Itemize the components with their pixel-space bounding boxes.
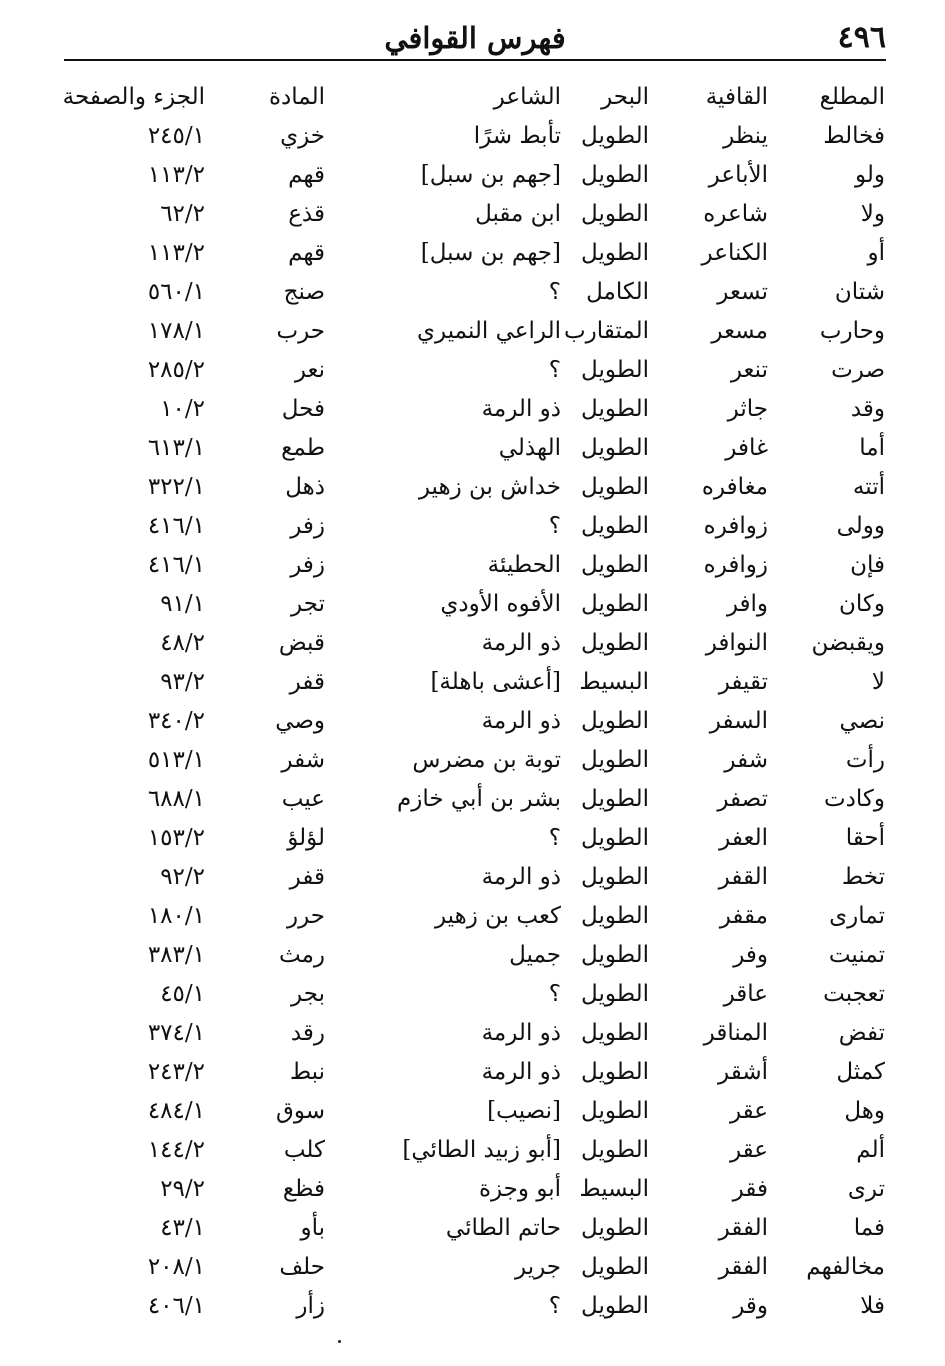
cell-qafiya: تسعر xyxy=(717,279,768,305)
cell-madda: قهم xyxy=(288,240,325,266)
cell-shaer: حاتم الطائي xyxy=(445,1215,561,1241)
cell-qafiya: السفر xyxy=(709,708,768,734)
table-row xyxy=(0,351,945,390)
cell-matla: شتان xyxy=(834,279,885,305)
cell-bahr: المتقارب xyxy=(563,318,649,344)
cell-bahr: البسيط xyxy=(579,669,649,695)
table-row xyxy=(0,624,945,663)
cell-juz: ٣٢٢/١ xyxy=(147,474,205,500)
cell-madda: كلب xyxy=(283,1137,325,1163)
table-row xyxy=(0,936,945,975)
table-row xyxy=(0,780,945,819)
cell-juz: ٤١٦/١ xyxy=(147,552,205,578)
cell-shaer: ذو الرمة xyxy=(481,630,561,656)
cell-shaer: ذو الرمة xyxy=(481,1059,561,1085)
table-row xyxy=(0,819,945,858)
cell-qafiya: المناقر xyxy=(703,1020,768,1046)
cell-juz: ٩١/١ xyxy=(160,591,205,617)
cell-qafiya: ينظر xyxy=(723,123,768,149)
cell-juz: ٢٤٥/١ xyxy=(147,123,205,149)
cell-juz: ١٨٠/١ xyxy=(147,903,205,929)
cell-madda: بأو xyxy=(300,1215,325,1241)
cell-juz: ٢٠٨/١ xyxy=(147,1254,205,1280)
cell-bahr: الطويل xyxy=(581,1137,649,1163)
cell-qafiya: عقر xyxy=(729,1098,768,1124)
cell-matla: ولو xyxy=(855,162,885,188)
cell-shaer: ؟ xyxy=(548,981,561,1007)
cell-qafiya: غافر xyxy=(725,435,768,461)
cell-qafiya: مقفر xyxy=(719,903,768,929)
table-row xyxy=(0,585,945,624)
cell-shaer: ذو الرمة xyxy=(481,864,561,890)
cell-shaer: توبة بن مضرس xyxy=(412,747,561,773)
table-row xyxy=(0,468,945,507)
cell-bahr: الطويل xyxy=(581,747,649,773)
table-row xyxy=(0,1209,945,1248)
cell-qafiya: الفقر xyxy=(718,1254,768,1280)
cell-juz: ٤٨/٢ xyxy=(160,630,205,656)
cell-juz: ٢٨٥/٢ xyxy=(147,357,205,383)
cell-shaer: كعب بن زهير xyxy=(434,903,561,929)
table-row xyxy=(0,1131,945,1170)
cell-shaer: خداش بن زهير xyxy=(418,474,561,500)
cell-madda: قهم xyxy=(288,162,325,188)
cell-bahr: الطويل xyxy=(581,591,649,617)
cell-qafiya: أشقر xyxy=(718,1059,768,1085)
cell-matla: أحقا xyxy=(845,825,885,851)
cell-madda: لؤلؤ xyxy=(287,825,325,851)
cell-madda: قبض xyxy=(278,630,325,656)
cell-qafiya: فقر xyxy=(732,1176,768,1202)
table-row xyxy=(0,546,945,585)
cell-juz: ١٠/٢ xyxy=(160,396,205,422)
cell-bahr: الطويل xyxy=(581,1293,649,1319)
cell-shaer: [جهم بن سبل] xyxy=(420,240,561,266)
cell-shaer: [جهم بن سبل] xyxy=(420,162,561,188)
cell-matla: صرت xyxy=(831,357,885,383)
cell-madda: عيب xyxy=(281,786,325,812)
cell-juz: ١١٣/٢ xyxy=(147,240,205,266)
table-row xyxy=(0,312,945,351)
cell-bahr: الطويل xyxy=(581,396,649,422)
cell-bahr: الطويل xyxy=(581,435,649,461)
cell-matla: ألم xyxy=(856,1137,885,1163)
cell-bahr: الطويل xyxy=(581,981,649,1007)
cell-bahr: الطويل xyxy=(581,708,649,734)
cell-qafiya: مغافره xyxy=(701,474,768,500)
cell-qafiya: الكناعر xyxy=(701,240,768,266)
cell-qafiya: شفر xyxy=(724,747,768,773)
table-header-row xyxy=(0,78,945,117)
cell-qafiya: الأباعر xyxy=(708,162,768,188)
cell-bahr: البسيط xyxy=(579,1176,649,1202)
cell-bahr: الطويل xyxy=(581,474,649,500)
cell-shaer: ؟ xyxy=(548,279,561,305)
cell-bahr: الطويل xyxy=(581,1254,649,1280)
cell-juz: ٢٩/٢ xyxy=(160,1176,205,1202)
column-header-qafiya: القافية xyxy=(705,84,768,110)
cell-madda: قفر xyxy=(289,669,325,695)
cell-matla: وحارب xyxy=(819,318,885,344)
cell-shaer: ؟ xyxy=(548,1293,561,1319)
cell-juz: ٩٣/٢ xyxy=(160,669,205,695)
cell-bahr: الكامل xyxy=(586,279,649,305)
cell-shaer: الحطيئة xyxy=(487,552,561,578)
header-rule xyxy=(64,59,886,61)
cell-juz: ٤٠٦/١ xyxy=(147,1293,205,1319)
cell-matla: تمنيت xyxy=(828,942,885,968)
page-header xyxy=(64,14,886,58)
table-row xyxy=(0,1053,945,1092)
cell-qafiya: زوافره xyxy=(703,552,768,578)
cell-shaer: [أعشى باهلة] xyxy=(430,669,561,695)
cell-matla: أتته xyxy=(852,474,885,500)
cell-bahr: الطويل xyxy=(581,942,649,968)
table-row xyxy=(0,273,945,312)
cell-shaer: جرير xyxy=(515,1254,561,1280)
cell-shaer: الراعي النميري xyxy=(417,318,561,344)
cell-shaer: ذو الرمة xyxy=(481,1020,561,1046)
cell-bahr: الطويل xyxy=(581,630,649,656)
cell-matla: وكان xyxy=(839,591,885,617)
cell-bahr: الطويل xyxy=(581,552,649,578)
cell-matla: ويقبضن xyxy=(811,630,885,656)
cell-juz: ١٥٣/٢ xyxy=(147,825,205,851)
cell-juz: ٤٣/١ xyxy=(160,1215,205,1241)
cell-shaer: ذو الرمة xyxy=(481,396,561,422)
cell-qafiya: وقر xyxy=(733,1293,768,1319)
table-row xyxy=(0,429,945,468)
table-row xyxy=(0,1287,945,1326)
cell-matla: تخط xyxy=(841,864,885,890)
cell-madda: نعر xyxy=(294,357,325,383)
cell-matla: كمثل xyxy=(836,1059,885,1085)
cell-matla: أو xyxy=(867,240,885,266)
cell-madda: حلف xyxy=(279,1254,325,1280)
cell-matla: أما xyxy=(859,435,885,461)
cell-shaer: بشر بن أبي خازم xyxy=(397,786,561,812)
cell-matla: وهل xyxy=(844,1098,885,1124)
table-row xyxy=(0,390,945,429)
table-row xyxy=(0,663,945,702)
cell-shaer: [أبو زبيد الطائي] xyxy=(402,1137,561,1163)
cell-bahr: الطويل xyxy=(581,825,649,851)
cell-juz: ٢٤٣/٢ xyxy=(147,1059,205,1085)
table-row xyxy=(0,1092,945,1131)
cell-madda: بجر xyxy=(291,981,325,1007)
cell-qafiya: تنعر xyxy=(730,357,768,383)
column-header-madda: المادة xyxy=(269,84,325,110)
cell-juz: ١٤٤/٢ xyxy=(147,1137,205,1163)
rhymes-table xyxy=(0,78,945,1326)
cell-matla: فما xyxy=(853,1215,885,1241)
table-row xyxy=(0,195,945,234)
table-row xyxy=(0,741,945,780)
cell-shaer: جميل xyxy=(509,942,561,968)
cell-madda: زفر xyxy=(290,513,325,539)
cell-juz: ٦٨٨/١ xyxy=(147,786,205,812)
page-speck xyxy=(338,1340,341,1343)
cell-bahr: الطويل xyxy=(581,123,649,149)
cell-shaer: أبو وجزة xyxy=(478,1176,561,1202)
cell-bahr: الطويل xyxy=(581,903,649,929)
cell-shaer: ؟ xyxy=(548,513,561,539)
cell-shaer: ؟ xyxy=(548,357,561,383)
cell-matla: فخالط xyxy=(823,123,885,149)
column-header-shaer: الشاعر xyxy=(493,84,561,110)
page-title: فهرس القوافي xyxy=(384,21,566,55)
cell-bahr: الطويل xyxy=(581,1059,649,1085)
table-row xyxy=(0,507,945,546)
cell-matla: وقد xyxy=(850,396,885,422)
cell-juz: ٤٥/١ xyxy=(160,981,205,1007)
page-number: ٤٩٦ xyxy=(837,20,886,55)
cell-qafiya: وفر xyxy=(733,942,768,968)
cell-matla: فإن xyxy=(850,552,885,578)
cell-qafiya: عاقر xyxy=(723,981,768,1007)
cell-madda: نبط xyxy=(289,1059,325,1085)
cell-madda: خزي xyxy=(280,123,325,149)
cell-madda: رمث xyxy=(278,942,325,968)
cell-matla: ترى xyxy=(847,1176,885,1202)
cell-shaer: [نصيب] xyxy=(487,1098,561,1124)
table-row xyxy=(0,1170,945,1209)
cell-matla: تمارى xyxy=(829,903,885,929)
cell-madda: ذهل xyxy=(285,474,325,500)
table-body xyxy=(0,117,945,1326)
cell-madda: شفر xyxy=(281,747,325,773)
cell-bahr: الطويل xyxy=(581,786,649,812)
column-header-matla: المطلع xyxy=(819,84,885,110)
cell-qafiya: شاعره xyxy=(703,201,768,227)
cell-madda: تجر xyxy=(291,591,325,617)
cell-madda: زأر xyxy=(296,1293,325,1319)
cell-shaer: ابن مقبل xyxy=(475,201,561,227)
cell-matla: رأت xyxy=(845,747,885,773)
table-row xyxy=(0,156,945,195)
table-row xyxy=(0,1014,945,1053)
table-row xyxy=(0,234,945,273)
cell-bahr: الطويل xyxy=(581,1020,649,1046)
table-row xyxy=(0,858,945,897)
cell-madda: فحل xyxy=(281,396,325,422)
cell-madda: فظع xyxy=(282,1176,325,1202)
table-row xyxy=(0,1248,945,1287)
cell-bahr: الطويل xyxy=(581,240,649,266)
cell-shaer: ذو الرمة xyxy=(481,708,561,734)
column-header-bahr: البحر xyxy=(601,84,649,110)
cell-madda: قفر xyxy=(289,864,325,890)
cell-shaer: ؟ xyxy=(548,825,561,851)
cell-madda: زفر xyxy=(290,552,325,578)
cell-bahr: الطويل xyxy=(581,513,649,539)
cell-qafiya: زوافره xyxy=(703,513,768,539)
cell-matla: تفض xyxy=(838,1020,885,1046)
cell-qafiya: الفقر xyxy=(718,1215,768,1241)
cell-madda: سوق xyxy=(276,1098,325,1124)
cell-qafiya: مسعر xyxy=(711,318,768,344)
cell-juz: ١١٣/٢ xyxy=(147,162,205,188)
cell-matla: لا xyxy=(871,669,885,695)
cell-matla: نصي xyxy=(839,708,885,734)
cell-qafiya: القفر xyxy=(718,864,768,890)
cell-madda: وصي xyxy=(275,708,325,734)
cell-qafiya: عقر xyxy=(729,1137,768,1163)
cell-bahr: الطويل xyxy=(581,357,649,383)
cell-bahr: الطويل xyxy=(581,864,649,890)
cell-juz: ٥٦٠/١ xyxy=(147,279,205,305)
cell-juz: ٤٨٤/١ xyxy=(147,1098,205,1124)
table-row xyxy=(0,975,945,1014)
cell-matla: تعجبت xyxy=(823,981,885,1007)
cell-madda: حرر xyxy=(286,903,325,929)
cell-bahr: الطويل xyxy=(581,162,649,188)
column-header-juz: الجزء والصفحة xyxy=(62,84,205,110)
cell-qafiya: تصفر xyxy=(717,786,768,812)
cell-shaer: تأبط شرًا xyxy=(473,123,561,149)
cell-bahr: الطويل xyxy=(581,201,649,227)
cell-qafiya: جاثر xyxy=(727,396,768,422)
cell-shaer: الأفوه الأودي xyxy=(440,591,561,617)
table-row xyxy=(0,897,945,936)
cell-juz: ٦٢/٢ xyxy=(160,201,205,227)
cell-juz: ٣٧٤/١ xyxy=(147,1020,205,1046)
table-row xyxy=(0,117,945,156)
cell-bahr: الطويل xyxy=(581,1098,649,1124)
cell-qafiya: العفر xyxy=(719,825,768,851)
cell-madda: صنج xyxy=(283,279,325,305)
cell-juz: ٤١٦/١ xyxy=(147,513,205,539)
cell-qafiya: وافر xyxy=(726,591,768,617)
cell-juz: ٥١٣/١ xyxy=(147,747,205,773)
cell-matla: فلا xyxy=(860,1293,885,1319)
table-row xyxy=(0,702,945,741)
cell-qafiya: تقيفر xyxy=(718,669,768,695)
cell-qafiya: النوافر xyxy=(705,630,768,656)
cell-juz: ٣٤٠/٢ xyxy=(147,708,205,734)
cell-matla: وولى xyxy=(836,513,885,539)
cell-matla: ولا xyxy=(860,201,885,227)
cell-madda: قذع xyxy=(288,201,325,227)
cell-madda: طمع xyxy=(281,435,325,461)
cell-matla: وكادت xyxy=(824,786,885,812)
cell-shaer: الهذلي xyxy=(498,435,561,461)
cell-juz: ٣٨٣/١ xyxy=(147,942,205,968)
cell-juz: ٩٢/٢ xyxy=(160,864,205,890)
cell-madda: حرب xyxy=(276,318,325,344)
cell-bahr: الطويل xyxy=(581,1215,649,1241)
cell-juz: ١٧٨/١ xyxy=(147,318,205,344)
cell-juz: ٦١٣/١ xyxy=(147,435,205,461)
cell-madda: رقد xyxy=(290,1020,325,1046)
cell-matla: مخالفهم xyxy=(806,1254,885,1280)
